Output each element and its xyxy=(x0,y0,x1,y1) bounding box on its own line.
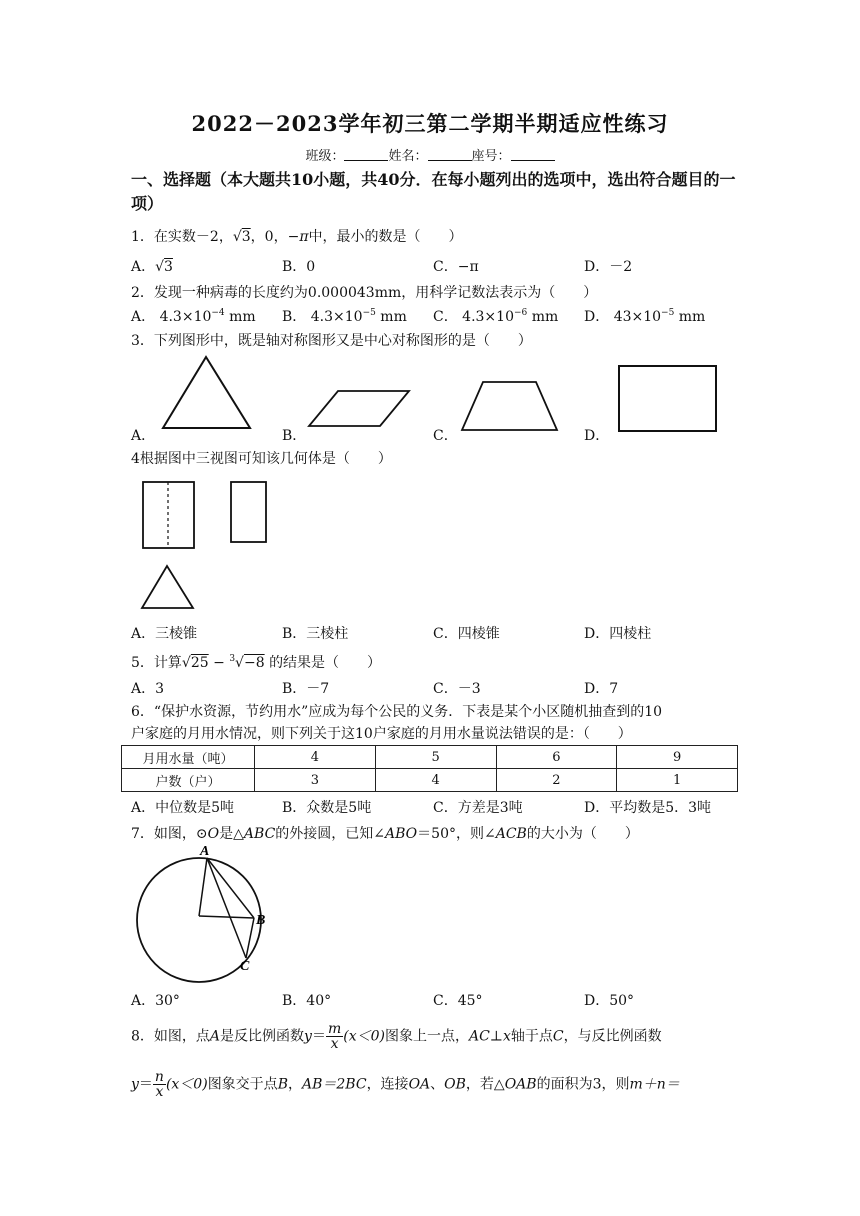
table-header-cell: 户数（户） xyxy=(122,769,255,792)
question-5-option-d[interactable]: D．7 xyxy=(584,681,619,697)
question-7-option-d[interactable]: D．50° xyxy=(584,993,635,1009)
page-title: 2022－2023学年初三第二学期半期适应性练习 xyxy=(191,111,669,136)
table-cell: 6 xyxy=(496,746,617,769)
question-5-option-a[interactable]: A．3 xyxy=(131,681,165,697)
question-6-option-c[interactable]: C．方差是3吨 xyxy=(433,800,523,816)
label-a: A xyxy=(200,844,210,859)
segment-ob xyxy=(199,916,254,918)
label-b: B xyxy=(256,913,266,928)
question-2-option-a[interactable]: A． $4.3\times 10^{-4}$ mm xyxy=(131,308,256,325)
cube-root-index: 3 xyxy=(229,654,236,664)
table-cell: 9 xyxy=(617,746,738,769)
table-cell: 4 xyxy=(255,746,376,769)
question-3-option-d[interactable]: D． xyxy=(584,428,610,444)
question-7-option-a[interactable]: A．30° xyxy=(131,993,180,1009)
fraction-n-over-x: $\frac{n}{x}$ xyxy=(154,1069,164,1100)
sqrt-sign-icon: √ xyxy=(235,655,244,671)
segment-ao xyxy=(199,858,207,916)
question-8-stem-line1: 8．如图，点A是反比例函数y＝ $\frac{m}{x}$ (x＜0)图象上一点，AC⊥x轴于点C，与反比例函数 xyxy=(131,1021,662,1052)
question-2-option-d[interactable]: D． $43\times 10^{-5}$ mm xyxy=(584,308,706,325)
question-4-option-d[interactable]: D．四棱柱 xyxy=(584,626,652,642)
section-heading: 一、选择题（本大题共10小题，共40分．在每小题列出的选项中，选出符合题目的一项） xyxy=(131,170,736,213)
question-5-stem: 5．计算√25 − $^3$√−8 的结果是（ ） xyxy=(131,654,382,671)
question-3-option-a[interactable]: A． xyxy=(131,428,156,444)
table-cell: 1 xyxy=(617,769,738,792)
question-6-stem-line2: 户家庭的月用水情况，则下列关于这10户家庭的月用水量说法错误的是：（ ） xyxy=(131,726,632,742)
question-2-stem: 2．发现一种病毒的长度约为0.000043mm，用科学记数法表示为（ ） xyxy=(131,285,598,301)
question-7-option-c[interactable]: C．45° xyxy=(433,993,483,1009)
question-8-stem-line2: y＝ $\frac{n}{x}$ (x＜0)图象交于点B，AB＝2BC，连接OA、OB，若△OAB的面积为3，则m＋n＝ xyxy=(131,1069,680,1100)
question-4-option-c[interactable]: C．四棱锥 xyxy=(433,626,500,642)
question-5-option-c[interactable]: C．－3 xyxy=(433,681,481,697)
question-1-option-b[interactable]: B．0 xyxy=(282,259,316,275)
question-3-option-b[interactable]: B． xyxy=(282,428,307,444)
question-6-option-b[interactable]: B．众数是5吨 xyxy=(282,800,372,816)
table-cell: 3 xyxy=(255,769,376,792)
label-c: C xyxy=(240,959,250,974)
question-3-stem: 3．下列图形中，既是轴对称图形又是中心对称图形的是（ ） xyxy=(131,333,532,349)
question-4-option-b[interactable]: B．三棱柱 xyxy=(282,626,349,642)
table-cell: 5 xyxy=(375,746,496,769)
question-6-option-d[interactable]: D．平均数是5．3吨 xyxy=(584,800,712,816)
question-7-stem: 7．如图，⊙O是△ABC的外接圆，已知∠ABO＝50°，则∠ACB的大小为（ ） xyxy=(131,826,639,842)
sqrt-sign-icon: √ xyxy=(155,259,165,275)
question-6-stem-line1: 6．“保护水资源，节约用水”应成为每个公民的义务．下表是某个小区随机抽查到的10 xyxy=(131,704,663,720)
question-1-option-d[interactable]: D．－2 xyxy=(584,259,633,275)
question-1-stem: 1．在实数－2，√3，0，−π中，最小的数是（ ） xyxy=(131,229,463,245)
seat-label: 座号： xyxy=(471,149,511,164)
sqrt-sign-icon: √ xyxy=(181,655,191,671)
question-6-option-a[interactable]: A．中位数是5吨 xyxy=(131,800,235,816)
question-2-option-c[interactable]: C． $4.3\times 10^{-6}$ mm xyxy=(433,308,559,325)
question-3-option-c[interactable]: C． xyxy=(433,428,458,444)
sqrt-argument: 3 xyxy=(241,229,251,245)
question-1-option-c[interactable]: C．−π xyxy=(433,259,479,275)
question-2-option-b[interactable]: B． $4.3\times 10^{-5}$ mm xyxy=(282,308,407,325)
table-header-cell: 月用水量（吨） xyxy=(122,746,255,769)
table-cell: 4 xyxy=(375,769,496,792)
class-label: 班级： xyxy=(305,149,345,164)
question-7-option-b[interactable]: B．40° xyxy=(282,993,332,1009)
name-label: 姓名： xyxy=(388,149,428,164)
fraction-m-over-x: $\frac{m}{x}$ xyxy=(327,1021,342,1052)
question-4-stem: 4根据图中三视图可知该几何体是（ ） xyxy=(131,451,392,467)
question-5-option-b[interactable]: B．－7 xyxy=(282,681,330,697)
sqrt-sign-icon: √ xyxy=(232,229,242,245)
question-4-option-a[interactable]: A．三棱锥 xyxy=(131,626,198,642)
table-cell: 2 xyxy=(496,769,617,792)
question-1-option-a[interactable]: A．√3 xyxy=(131,259,173,275)
